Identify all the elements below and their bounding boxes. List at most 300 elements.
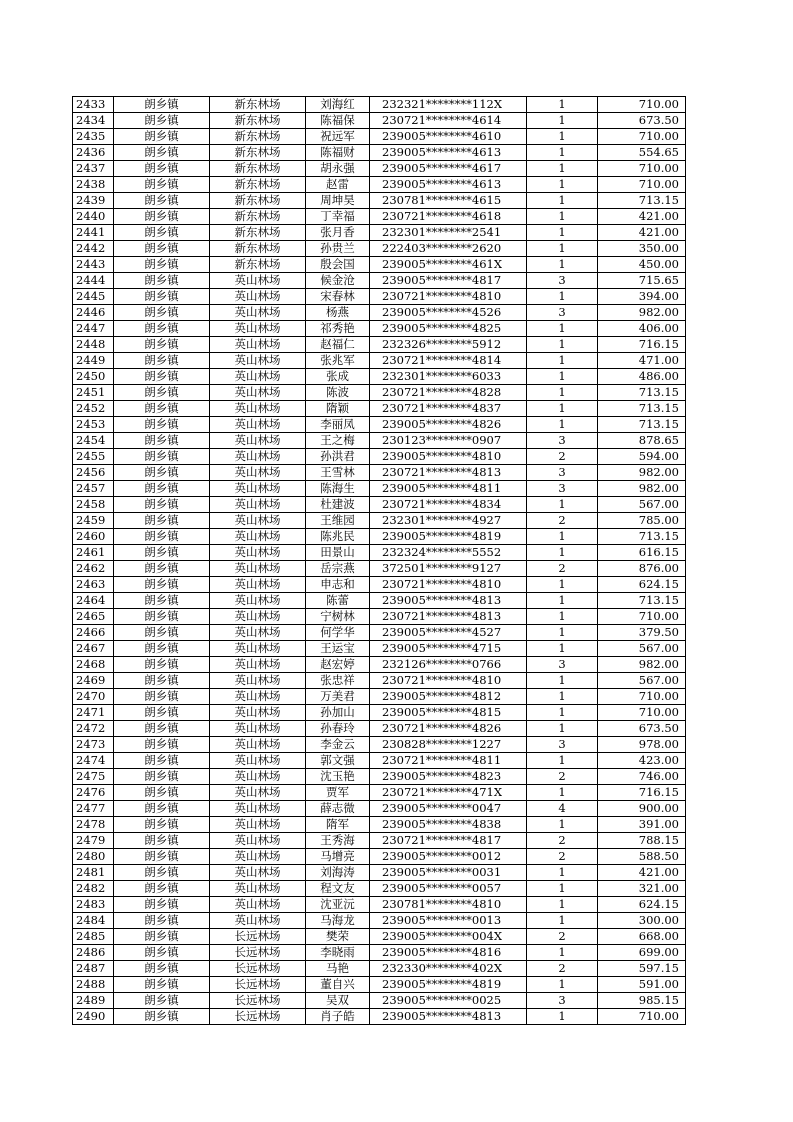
count-cell: 2 — [527, 513, 598, 529]
town-cell: 朗乡镇 — [114, 881, 210, 897]
count-cell: 1 — [527, 369, 598, 385]
count-cell: 3 — [527, 465, 598, 481]
forest-farm-cell: 长远林场 — [210, 993, 306, 1009]
count-cell: 1 — [527, 593, 598, 609]
town-cell: 朗乡镇 — [114, 929, 210, 945]
amount-cell: 421.00 — [598, 225, 686, 241]
count-cell: 1 — [527, 785, 598, 801]
row-number-cell: 2443 — [73, 257, 114, 273]
town-cell: 朗乡镇 — [114, 609, 210, 625]
name-cell: 申志和 — [306, 577, 370, 593]
row-number-cell: 2441 — [73, 225, 114, 241]
id-number-cell: 230721********4810 — [370, 673, 527, 689]
amount-cell: 616.15 — [598, 545, 686, 561]
amount-cell: 713.15 — [598, 401, 686, 417]
table-row — [73, 673, 686, 689]
table-row — [73, 417, 686, 433]
id-number-cell: 232126********0766 — [370, 657, 527, 673]
table-row — [73, 401, 686, 417]
count-cell: 3 — [527, 657, 598, 673]
table-row — [73, 321, 686, 337]
table-row — [73, 193, 686, 209]
row-number-cell: 2489 — [73, 993, 114, 1009]
count-cell: 2 — [527, 449, 598, 465]
table-row — [73, 577, 686, 593]
town-cell: 朗乡镇 — [114, 913, 210, 929]
amount-cell: 785.00 — [598, 513, 686, 529]
id-number-cell: 239005********4813 — [370, 1009, 527, 1025]
name-cell: 陈福财 — [306, 145, 370, 161]
forest-farm-cell: 长远林场 — [210, 945, 306, 961]
amount-cell: 421.00 — [598, 865, 686, 881]
table-row — [73, 561, 686, 577]
amount-cell: 423.00 — [598, 753, 686, 769]
amount-cell: 985.15 — [598, 993, 686, 1009]
count-cell: 2 — [527, 561, 598, 577]
town-cell: 朗乡镇 — [114, 193, 210, 209]
table-row — [73, 177, 686, 193]
row-number-cell: 2440 — [73, 209, 114, 225]
town-cell: 朗乡镇 — [114, 753, 210, 769]
id-number-cell: 239005********4811 — [370, 481, 527, 497]
row-number-cell: 2438 — [73, 177, 114, 193]
amount-cell: 982.00 — [598, 657, 686, 673]
town-cell: 朗乡镇 — [114, 961, 210, 977]
row-number-cell: 2447 — [73, 321, 114, 337]
row-number-cell: 2454 — [73, 433, 114, 449]
forest-farm-cell: 英山林场 — [210, 337, 306, 353]
forest-farm-cell: 英山林场 — [210, 625, 306, 641]
forest-farm-cell: 英山林场 — [210, 545, 306, 561]
amount-cell: 624.15 — [598, 577, 686, 593]
row-number-cell: 2434 — [73, 113, 114, 129]
name-cell: 岳宗燕 — [306, 561, 370, 577]
id-number-cell: 232321********112X — [370, 97, 527, 113]
id-number-cell: 230721********4834 — [370, 497, 527, 513]
name-cell: 董自兴 — [306, 977, 370, 993]
row-number-cell: 2460 — [73, 529, 114, 545]
name-cell: 候金沧 — [306, 273, 370, 289]
amount-cell: 900.00 — [598, 801, 686, 817]
table-row — [73, 833, 686, 849]
row-number-cell: 2456 — [73, 465, 114, 481]
forest-farm-cell: 英山林场 — [210, 369, 306, 385]
count-cell: 1 — [527, 945, 598, 961]
id-number-cell: 230721********4614 — [370, 113, 527, 129]
table-row — [73, 545, 686, 561]
forest-farm-cell: 英山林场 — [210, 833, 306, 849]
row-number-cell: 2448 — [73, 337, 114, 353]
row-number-cell: 2458 — [73, 497, 114, 513]
name-cell: 肖子皓 — [306, 1009, 370, 1025]
town-cell: 朗乡镇 — [114, 257, 210, 273]
town-cell: 朗乡镇 — [114, 641, 210, 657]
id-number-cell: 230721********4814 — [370, 353, 527, 369]
forest-farm-cell: 英山林场 — [210, 753, 306, 769]
count-cell: 2 — [527, 849, 598, 865]
count-cell: 1 — [527, 897, 598, 913]
row-number-cell: 2452 — [73, 401, 114, 417]
count-cell: 1 — [527, 817, 598, 833]
town-cell: 朗乡镇 — [114, 1009, 210, 1025]
count-cell: 2 — [527, 769, 598, 785]
forest-farm-cell: 英山林场 — [210, 321, 306, 337]
name-cell: 王维园 — [306, 513, 370, 529]
amount-cell: 713.15 — [598, 385, 686, 401]
count-cell: 1 — [527, 113, 598, 129]
name-cell: 李丽凤 — [306, 417, 370, 433]
town-cell: 朗乡镇 — [114, 113, 210, 129]
forest-farm-cell: 新东林场 — [210, 145, 306, 161]
id-number-cell: 232324********5552 — [370, 545, 527, 561]
row-number-cell: 2474 — [73, 753, 114, 769]
forest-farm-cell: 英山林场 — [210, 353, 306, 369]
count-cell: 1 — [527, 145, 598, 161]
name-cell: 陈蕾 — [306, 593, 370, 609]
name-cell: 陈海生 — [306, 481, 370, 497]
forest-farm-cell: 长远林场 — [210, 1009, 306, 1025]
town-cell: 朗乡镇 — [114, 129, 210, 145]
table-row — [73, 865, 686, 881]
town-cell: 朗乡镇 — [114, 337, 210, 353]
town-cell: 朗乡镇 — [114, 369, 210, 385]
town-cell: 朗乡镇 — [114, 321, 210, 337]
amount-cell: 597.15 — [598, 961, 686, 977]
town-cell: 朗乡镇 — [114, 209, 210, 225]
town-cell: 朗乡镇 — [114, 689, 210, 705]
amount-cell: 716.15 — [598, 337, 686, 353]
forest-farm-cell: 英山林场 — [210, 721, 306, 737]
name-cell: 张月香 — [306, 225, 370, 241]
amount-cell: 391.00 — [598, 817, 686, 833]
town-cell: 朗乡镇 — [114, 417, 210, 433]
count-cell: 1 — [527, 545, 598, 561]
name-cell: 赵宏婷 — [306, 657, 370, 673]
row-number-cell: 2488 — [73, 977, 114, 993]
name-cell: 樊荣 — [306, 929, 370, 945]
forest-farm-cell: 新东林场 — [210, 257, 306, 273]
name-cell: 田景山 — [306, 545, 370, 561]
id-number-cell: 239005********4812 — [370, 689, 527, 705]
id-number-cell: 230123********0907 — [370, 433, 527, 449]
town-cell: 朗乡镇 — [114, 577, 210, 593]
row-number-cell: 2445 — [73, 289, 114, 305]
id-number-cell: 239005********0012 — [370, 849, 527, 865]
amount-cell: 982.00 — [598, 305, 686, 321]
count-cell: 1 — [527, 177, 598, 193]
forest-farm-cell: 英山林场 — [210, 769, 306, 785]
name-cell: 沈亚沅 — [306, 897, 370, 913]
row-number-cell: 2455 — [73, 449, 114, 465]
table-row — [73, 881, 686, 897]
forest-farm-cell: 英山林场 — [210, 865, 306, 881]
table-row — [73, 897, 686, 913]
id-number-cell: 239005********4815 — [370, 705, 527, 721]
count-cell: 1 — [527, 193, 598, 209]
table-row — [73, 257, 686, 273]
forest-farm-cell: 英山林场 — [210, 289, 306, 305]
name-cell: 孙加山 — [306, 705, 370, 721]
id-number-cell: 230721********4826 — [370, 721, 527, 737]
count-cell: 1 — [527, 577, 598, 593]
amount-cell: 379.50 — [598, 625, 686, 641]
town-cell: 朗乡镇 — [114, 673, 210, 689]
count-cell: 3 — [527, 305, 598, 321]
row-number-cell: 2450 — [73, 369, 114, 385]
amount-cell: 594.00 — [598, 449, 686, 465]
table-row — [73, 817, 686, 833]
name-cell: 孙春玲 — [306, 721, 370, 737]
town-cell: 朗乡镇 — [114, 945, 210, 961]
row-number-cell: 2467 — [73, 641, 114, 657]
id-number-cell: 232301********4927 — [370, 513, 527, 529]
count-cell: 1 — [527, 881, 598, 897]
count-cell: 1 — [527, 497, 598, 513]
forest-farm-cell: 英山林场 — [210, 529, 306, 545]
count-cell: 1 — [527, 705, 598, 721]
count-cell: 1 — [527, 129, 598, 145]
id-number-cell: 239005********0025 — [370, 993, 527, 1009]
table-row — [73, 929, 686, 945]
id-number-cell: 232330********402X — [370, 961, 527, 977]
row-number-cell: 2470 — [73, 689, 114, 705]
row-number-cell: 2442 — [73, 241, 114, 257]
row-number-cell: 2453 — [73, 417, 114, 433]
forest-farm-cell: 英山林场 — [210, 785, 306, 801]
name-cell: 祝远军 — [306, 129, 370, 145]
count-cell: 1 — [527, 385, 598, 401]
row-number-cell: 2463 — [73, 577, 114, 593]
amount-cell: 554.65 — [598, 145, 686, 161]
name-cell: 陈波 — [306, 385, 370, 401]
id-number-cell: 239005********4610 — [370, 129, 527, 145]
forest-farm-cell: 英山林场 — [210, 673, 306, 689]
count-cell: 1 — [527, 641, 598, 657]
count-cell: 1 — [527, 529, 598, 545]
town-cell: 朗乡镇 — [114, 145, 210, 161]
id-number-cell: 239005********4810 — [370, 449, 527, 465]
amount-cell: 673.50 — [598, 113, 686, 129]
town-cell: 朗乡镇 — [114, 529, 210, 545]
table-row — [73, 145, 686, 161]
id-number-cell: 239005********0031 — [370, 865, 527, 881]
row-number-cell: 2468 — [73, 657, 114, 673]
count-cell: 1 — [527, 401, 598, 417]
name-cell: 张兆军 — [306, 353, 370, 369]
amount-cell: 471.00 — [598, 353, 686, 369]
town-cell: 朗乡镇 — [114, 497, 210, 513]
town-cell: 朗乡镇 — [114, 225, 210, 241]
name-cell: 赵福仁 — [306, 337, 370, 353]
name-cell: 王运宝 — [306, 641, 370, 657]
table-row — [73, 641, 686, 657]
name-cell: 宋春林 — [306, 289, 370, 305]
town-cell: 朗乡镇 — [114, 177, 210, 193]
id-number-cell: 239005********004X — [370, 929, 527, 945]
forest-farm-cell: 英山林场 — [210, 449, 306, 465]
town-cell: 朗乡镇 — [114, 993, 210, 1009]
forest-farm-cell: 新东林场 — [210, 113, 306, 129]
amount-cell: 394.00 — [598, 289, 686, 305]
count-cell: 1 — [527, 161, 598, 177]
table-row — [73, 337, 686, 353]
table-row — [73, 481, 686, 497]
amount-cell: 567.00 — [598, 641, 686, 657]
row-number-cell: 2435 — [73, 129, 114, 145]
count-cell: 1 — [527, 321, 598, 337]
id-number-cell: 239005********4715 — [370, 641, 527, 657]
town-cell: 朗乡镇 — [114, 385, 210, 401]
count-cell: 1 — [527, 417, 598, 433]
forest-farm-cell: 英山林场 — [210, 577, 306, 593]
amount-cell: 300.00 — [598, 913, 686, 929]
amount-cell: 713.15 — [598, 193, 686, 209]
name-cell: 陈兆民 — [306, 529, 370, 545]
town-cell: 朗乡镇 — [114, 801, 210, 817]
row-number-cell: 2475 — [73, 769, 114, 785]
name-cell: 张忠祥 — [306, 673, 370, 689]
forest-farm-cell: 长远林场 — [210, 961, 306, 977]
name-cell: 杨燕 — [306, 305, 370, 321]
amount-cell: 421.00 — [598, 209, 686, 225]
town-cell: 朗乡镇 — [114, 97, 210, 113]
id-number-cell: 239005********4823 — [370, 769, 527, 785]
name-cell: 吴双 — [306, 993, 370, 1009]
town-cell: 朗乡镇 — [114, 561, 210, 577]
table-row — [73, 529, 686, 545]
table-row — [73, 449, 686, 465]
town-cell: 朗乡镇 — [114, 161, 210, 177]
row-number-cell: 2479 — [73, 833, 114, 849]
amount-cell: 668.00 — [598, 929, 686, 945]
row-number-cell: 2433 — [73, 97, 114, 113]
town-cell: 朗乡镇 — [114, 721, 210, 737]
row-number-cell: 2439 — [73, 193, 114, 209]
id-number-cell: 239005********0057 — [370, 881, 527, 897]
count-cell: 1 — [527, 609, 598, 625]
table-row — [73, 209, 686, 225]
town-cell: 朗乡镇 — [114, 865, 210, 881]
amount-cell: 876.00 — [598, 561, 686, 577]
row-number-cell: 2477 — [73, 801, 114, 817]
name-cell: 薛志微 — [306, 801, 370, 817]
id-number-cell: 232301********2541 — [370, 225, 527, 241]
town-cell: 朗乡镇 — [114, 353, 210, 369]
forest-farm-cell: 英山林场 — [210, 561, 306, 577]
town-cell: 朗乡镇 — [114, 289, 210, 305]
town-cell: 朗乡镇 — [114, 977, 210, 993]
amount-cell: 406.00 — [598, 321, 686, 337]
town-cell: 朗乡镇 — [114, 593, 210, 609]
name-cell: 宁树林 — [306, 609, 370, 625]
amount-cell: 713.15 — [598, 417, 686, 433]
row-number-cell: 2461 — [73, 545, 114, 561]
town-cell: 朗乡镇 — [114, 625, 210, 641]
count-cell: 1 — [527, 337, 598, 353]
row-number-cell: 2464 — [73, 593, 114, 609]
name-cell: 李金云 — [306, 737, 370, 753]
row-number-cell: 2446 — [73, 305, 114, 321]
row-number-cell: 2480 — [73, 849, 114, 865]
count-cell: 3 — [527, 481, 598, 497]
forest-farm-cell: 新东林场 — [210, 193, 306, 209]
town-cell: 朗乡镇 — [114, 817, 210, 833]
amount-cell: 982.00 — [598, 465, 686, 481]
amount-cell: 567.00 — [598, 497, 686, 513]
id-number-cell: 239005********4617 — [370, 161, 527, 177]
amount-cell: 624.15 — [598, 897, 686, 913]
count-cell: 1 — [527, 753, 598, 769]
forest-farm-cell: 英山林场 — [210, 417, 306, 433]
table-row — [73, 385, 686, 401]
town-cell: 朗乡镇 — [114, 481, 210, 497]
count-cell: 1 — [527, 625, 598, 641]
row-number-cell: 2469 — [73, 673, 114, 689]
town-cell: 朗乡镇 — [114, 545, 210, 561]
id-number-cell: 230721********4618 — [370, 209, 527, 225]
name-cell: 王之梅 — [306, 433, 370, 449]
id-number-cell: 239005********4826 — [370, 417, 527, 433]
town-cell: 朗乡镇 — [114, 769, 210, 785]
forest-farm-cell: 英山林场 — [210, 897, 306, 913]
count-cell: 1 — [527, 225, 598, 241]
table-row — [73, 1009, 686, 1025]
amount-cell: 715.65 — [598, 273, 686, 289]
town-cell: 朗乡镇 — [114, 657, 210, 673]
forest-farm-cell: 英山林场 — [210, 801, 306, 817]
town-cell: 朗乡镇 — [114, 785, 210, 801]
row-number-cell: 2471 — [73, 705, 114, 721]
count-cell: 1 — [527, 977, 598, 993]
amount-cell: 567.00 — [598, 673, 686, 689]
forest-farm-cell: 英山林场 — [210, 689, 306, 705]
forest-farm-cell: 新东林场 — [210, 177, 306, 193]
id-number-cell: 239005********4819 — [370, 977, 527, 993]
table-row — [73, 689, 686, 705]
town-cell: 朗乡镇 — [114, 241, 210, 257]
id-number-cell: 239005********461X — [370, 257, 527, 273]
table-row — [73, 129, 686, 145]
row-number-cell: 2487 — [73, 961, 114, 977]
forest-farm-cell: 英山林场 — [210, 305, 306, 321]
amount-cell: 710.00 — [598, 1009, 686, 1025]
forest-farm-cell: 长远林场 — [210, 977, 306, 993]
data-table — [72, 96, 686, 1025]
id-number-cell: 230781********4615 — [370, 193, 527, 209]
table-body — [73, 97, 686, 1025]
amount-cell: 591.00 — [598, 977, 686, 993]
table-row — [73, 273, 686, 289]
row-number-cell: 2459 — [73, 513, 114, 529]
name-cell: 赵雷 — [306, 177, 370, 193]
amount-cell: 710.00 — [598, 129, 686, 145]
table-row — [73, 705, 686, 721]
count-cell: 1 — [527, 689, 598, 705]
count-cell: 1 — [527, 353, 598, 369]
forest-farm-cell: 新东林场 — [210, 161, 306, 177]
count-cell: 1 — [527, 289, 598, 305]
forest-farm-cell: 新东林场 — [210, 129, 306, 145]
row-number-cell: 2449 — [73, 353, 114, 369]
table-row — [73, 305, 686, 321]
id-number-cell: 239005********4527 — [370, 625, 527, 641]
name-cell: 沈玉艳 — [306, 769, 370, 785]
table-row — [73, 945, 686, 961]
table-row — [73, 97, 686, 113]
count-cell: 3 — [527, 737, 598, 753]
count-cell: 3 — [527, 273, 598, 289]
name-cell: 马海龙 — [306, 913, 370, 929]
